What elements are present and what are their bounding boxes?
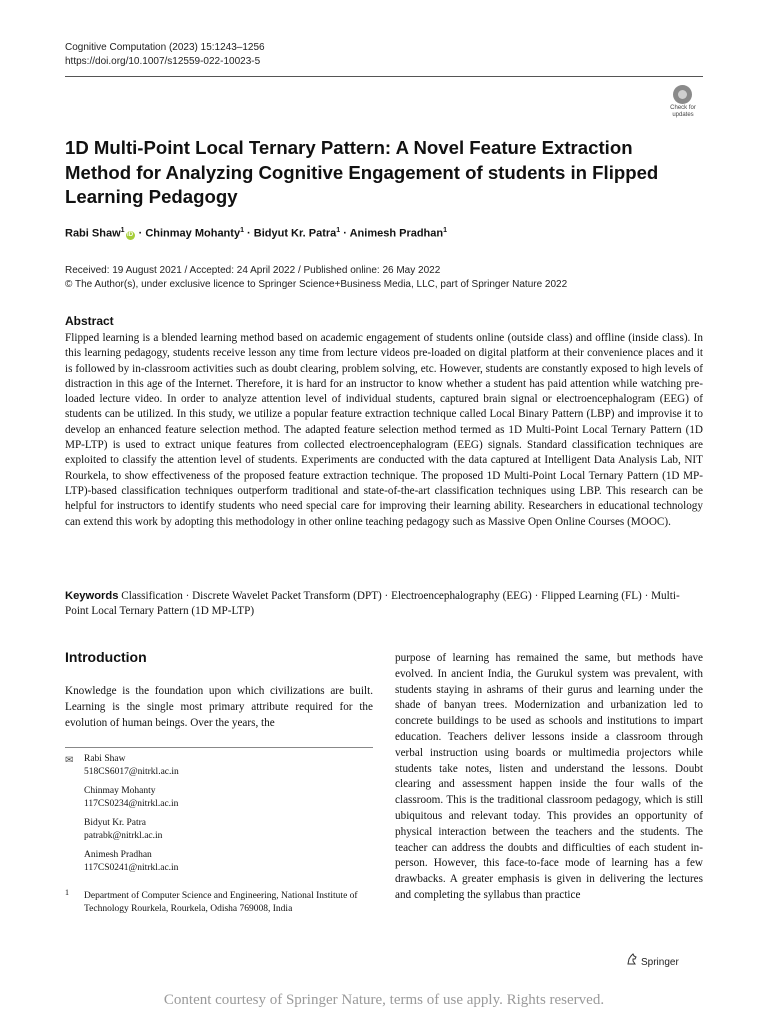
article-title: 1D Multi-Point Local Ternary Pattern: A Novel Feature Extraction Method for Analyzing Cognitive Engagement of students in Flipped Learning Pedagogy	[65, 137, 659, 207]
date-history: Received: 19 August 2021 / Accepted: 24 April 2022 / Published online: 26 May 2022	[65, 265, 441, 276]
affiliation-sup: 1	[443, 227, 448, 234]
contact-name: Bidyut Kr. Patra	[84, 818, 147, 828]
contact-item	[84, 785, 374, 810]
keywords-block	[65, 589, 703, 620]
contact-item	[84, 849, 374, 874]
publisher-mark[interactable]	[626, 953, 679, 968]
contact-item	[84, 753, 374, 778]
author-list	[65, 227, 447, 240]
journal-citation: Cognitive Computation (2023) 15:1243–1256	[65, 42, 265, 53]
badge-line-2: updates	[672, 112, 694, 118]
check-for-updates-badge[interactable]	[665, 84, 701, 124]
courtesy-footer: Content courtesy of Springer Nature, terms of use apply. Rights reserved.	[163, 992, 605, 1008]
copyright-line: © The Author(s), under exclusive licence to Springer Science+Business Media, LLC, part of Springer Nature 2022	[65, 279, 568, 290]
author-name[interactable]: Bidyut Kr. Patra	[253, 227, 337, 240]
contact-email[interactable]: 518CS6017@nitrkl.ac.in	[84, 766, 179, 777]
orcid-icon[interactable]: iD	[127, 231, 134, 238]
keywords-label: Keywords	[65, 590, 119, 602]
contact-name: Chinmay Mohanty	[84, 786, 156, 796]
abstract-heading: Abstract	[65, 314, 114, 328]
keywords-text: Classification · Discrete Wavelet Packet Transform (DPT) · Electroencephalography (EEG) · Flipped Learning (FL) · Multi-Point Local Ternary Pattern (1D MP-LTP)	[65, 590, 680, 618]
envelope-icon: ✉	[65, 755, 74, 766]
affiliation-sup: 1	[240, 227, 244, 234]
check-updates-icon	[673, 85, 692, 104]
header-rule	[65, 76, 703, 77]
affiliation-sup: 1	[120, 227, 125, 234]
author-separator: ·	[247, 227, 251, 240]
institution-address: Department of Computer Science and Engineering, National Institute of Technology Rourkela, Rourkela, Odisha 769008, India	[84, 891, 358, 914]
badge-line-1: Check for	[670, 105, 696, 111]
contact-email[interactable]: 117CS0234@nitrkl.ac.in	[84, 798, 179, 809]
author-name[interactable]: Animesh Pradhan	[349, 227, 444, 240]
author-name[interactable]: Rabi Shaw	[65, 227, 121, 240]
contact-email[interactable]: patrabk@nitrkl.ac.in	[84, 830, 163, 841]
publisher-name: Springer	[641, 957, 679, 968]
author-separator: ·	[138, 227, 143, 240]
journal-header	[65, 41, 265, 69]
author-separator: ·	[343, 227, 347, 240]
springer-horse-icon	[626, 953, 638, 968]
affiliation-sup: 1	[336, 227, 341, 234]
introduction-left-text: Knowledge is the foundation upon which civilizations are built. Learning is the single most primary attribute required for the evolution of human beings. Over the years, the	[65, 685, 373, 729]
contact-item	[84, 817, 374, 842]
author-name[interactable]: Chinmay Mohanty	[145, 227, 241, 240]
badge-label	[665, 105, 701, 119]
institution-mark: 1	[65, 888, 69, 897]
publication-dates	[65, 264, 567, 292]
contact-email[interactable]: 117CS0241@nitrkl.ac.in	[84, 862, 179, 873]
author-contacts	[84, 753, 374, 881]
contact-name: Rabi Shaw	[84, 754, 126, 764]
introduction-heading: Introduction	[65, 649, 147, 665]
abstract-text: Flipped learning is a blended learning method based on academic engagement of students online (outside class) and offline (inside class). In this learning pedagogy, students receive lesson any time from lecture videos pre-loaded on digital platform at their convenience places and it is followed by in-classroom activities such as doubt clearing, problem solving, etc. However, students are constantly exposed to high levels of distraction in this age of the Internet. Therefore, it is hard for an instructor to know whether a student has paid attention while watching pre-loaded lecture video. In order to analyze attention level of individual students, captured brain signal or electroencephalogram (EEG) of students can be utilized. In this study, we utilize a popular feature extraction technique called Local Binary Pattern (LBP) and improvise it to develop an enhanced feature selection method. The adapted feature selection method termed as 1D Multi-Point Local Ternary Pattern (1D MP-LTP) is used to extract unique features from collected electroencephalogram (EEG) signals. Standard classification techniques are exploited to classify the attention level of students. Experiments are conducted with the data captured at Intelligent Data Analysis Lab, NIT Rourkela, to show effectiveness of the proposed feature extraction technique. The proposed 1D Multi-Point Local Ternary Pattern (1D MP-LTP)-based classification techniques outperform traditional and state-of-the-art classification techniques using LBP. This research can be helpful for instructors to identify students who need special care for improving their learning ability. Researchers in educational technology can extend this work by adopting this methodology in other online teaching pedagogy such as Massive Open Online Courses (MOOC).	[65, 332, 703, 528]
doi-link[interactable]: https://doi.org/10.1007/s12559-022-10023-5	[65, 56, 261, 67]
footnote-rule	[65, 747, 373, 748]
contact-name: Animesh Pradhan	[84, 850, 152, 860]
introduction-right-text: purpose of learning has remained the same, but methods have evolved. In ancient India, the Gurukul system was prevalent, with students staying in ashrams of their gurus and learning under the shade of banyan trees. Modernization and urbanization led to concrete buildings to be used as schools and institutions to impart education. Teachers deliver lessons inside a classroom through verbal instruction using boards or multimedia projectors while students take notes, listen and understand the lessons. Doubt clearing and assessment happen inside the four walls of the classroom. This is the traditional classroom pedagogy, which is still ubiquitous and relevant today. This provides an opportunity of physical interaction between the teachers and the students. The teacher can address the doubts and difficulties of each student in-person. However, this face-to-face mode of learning has a few drawbacks. A greater emphasis is given in delivering the lectures and completing the syllabus than practice	[395, 652, 703, 901]
